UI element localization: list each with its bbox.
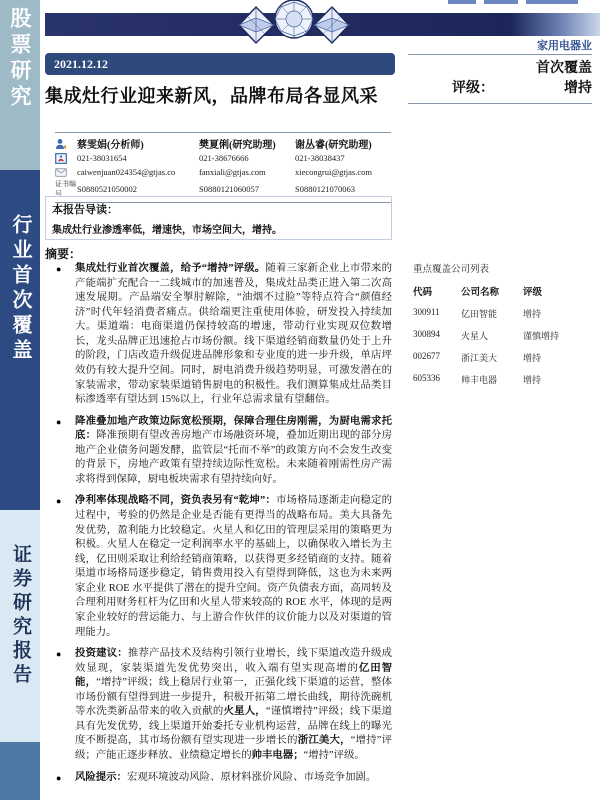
bullet-body-text: 宏观环境波动风险、原材料涨价风险、市场竞争加剧。: [126, 771, 377, 783]
bullet-body-text: 随着三家新企业上市带来的产能端扩充配合一二线城市的加速普及，集成灶品类正进入第二次高速发展期。产品端安全掣肘解除，“油烟不过脸”等特点符合“颜值经济”时代年轻消费者痛点。供给端更注重使用体验，研发投入持续加大。渠道端：电商渠道仍保持较高的增速，带动行业实现双位数增长，龙头品牌正迅速抢占市场份额。线下渠道经销商数量仍处于上升的阶段，门店改造升级促进品牌形象和专业度的进一步升级，单店坪效仍有较大提升空间。同时，厨电消费升级趋势明显，可激发潜在的家装需求，带动家装渠道销售厨电的积极性。我们测算集成灶品类目标渗透率有望达到 15%以上，行业年总需求量有望翻倍。: [75, 263, 392, 406]
left-sidebar: [0, 0, 40, 800]
analyst-name-row: [55, 136, 391, 151]
coverage-table-row: [413, 329, 589, 342]
company-rating: 增持: [523, 375, 542, 385]
mail-icon: [55, 168, 77, 177]
header-divider-top: [408, 54, 592, 55]
summary-label: 摘要：: [45, 247, 82, 261]
coverage-company-table: [413, 261, 589, 386]
bullet-marker-icon: ●: [56, 264, 62, 274]
company-code: 300911: [413, 307, 440, 317]
analyst-phone-row: [55, 151, 391, 165]
summary-bullet: [45, 647, 392, 764]
bullet-body-text: “谨慎增持”评级；线下渠道具有先发优势，线上渠道开始委托专业机构运营，品牌在线上的曝光度不断提高，其市场份额有望实现进一步增长的: [75, 706, 393, 747]
analyst-phone: 021-38676666: [199, 153, 249, 163]
right-diamond-icon: [314, 7, 349, 43]
bullet-lead-text: 风险提示：: [75, 771, 127, 783]
report-date-badge: 2021.12.12: [45, 53, 395, 75]
bullet-body-text: 推荐产品技术及结构引领行业增长，线下渠道改造升级成效显现，家装渠道先发优势突出，收入端有望实现高增的: [75, 648, 393, 674]
bullet-lead-text: 投资建议：: [75, 648, 128, 660]
bullet-lead-text: 集成灶行业首次覆盖，给予“增持”评级。: [75, 263, 266, 274]
summary-bullet: [45, 262, 392, 408]
sidebar-bottom-block: [0, 742, 40, 800]
header-divider-bottom: [408, 103, 592, 104]
company-name: 浙江美大: [461, 353, 498, 363]
bullet-body-text: 降准预期有望改善房地产市场融资环境，叠加近期出现的部分房地产企业债务问题发酵，监管层“托而不举”的政策方向不会发生改变的背景下，房地产政策有望持续边际性宽松。未来随着刚需性房产需求将得到保障，厨电板块需求有望持续向好。: [75, 430, 393, 485]
sidebar-label-stock-research: 股票研究: [8, 7, 32, 111]
company-name: 帅丰电器: [461, 375, 498, 385]
coverage-table-title: 重点覆盖公司列表: [413, 265, 490, 275]
coverage-column-header: 代码: [413, 288, 433, 298]
bullet-body-text: 市场格局逐渐走向稳定的过程中，考验的仍然是企业是否能有更得当的战略布局。美大具备先发优势，盈利能力比较稳定。火星人和亿田的管理层采用的策略更为积极。火星人在稳定一定利润率水平的基础上，以确保收入增长为主线，亿田则采取让利给经销商策略，以获得更多经销商的支持。随着渠道市场格局逐步稳定，销售费用投入有望得到降低，这也为未来两家企业 ROE 水平提供了潜在的提升空间。资产负债表方面，高周转及合理利用财务杠杆为亿田和火星人带来较高的 ROE 水平，体现的是两家企业较好的营运能力、与上游合作伙伴的议价能力以及对渠道的管理能力。: [75, 495, 393, 638]
phone-icon: [55, 153, 77, 164]
sidebar-section-securities-research: [0, 510, 40, 742]
bullet-body-text: “增持”评级；线上稳居行业第一，正强化线下渠道的运营，整体市场份额有望得到进一步提升，积极开拓第二增长曲线，期待洗碗机等水洗类新品带来的收入贡献的: [75, 677, 392, 718]
bullet-lead-text: 火星人，: [223, 706, 266, 718]
coverage-table-row: [413, 307, 589, 320]
company-rating: 增持: [523, 309, 542, 319]
sidebar-label-securities-research: 证券研究报告: [10, 544, 31, 688]
person-icon: [55, 138, 77, 150]
center-diamond-icon: [275, 0, 313, 38]
rating-label: 评级：: [452, 81, 494, 96]
company-rating: 谨慎增持: [523, 331, 560, 341]
bullet-marker-icon: ●: [56, 496, 62, 507]
analyst-cert: S0880121060057: [199, 184, 259, 194]
report-guide-text: 集成灶行业渗透率低，增速快，市场空间大，增持。: [52, 225, 282, 236]
analyst-email: fanxiali@gtjas.com: [199, 167, 266, 177]
diamonds-logo: [235, 0, 355, 48]
analyst-cert: S0880521050002: [77, 184, 137, 194]
company-code: 300894: [413, 329, 440, 339]
analyst-cert: S0880121070063: [295, 184, 355, 194]
analyst-email-row: [55, 165, 391, 179]
report-guide-label: 本报告导读：: [52, 204, 118, 216]
company-name: 亿田智能: [461, 309, 498, 319]
summary-bullet: [45, 494, 392, 640]
cert-number-label: 证书编号: [55, 180, 76, 198]
rating-row: [452, 77, 592, 97]
analyst-email: caiwenjuan024354@gtjas.co: [77, 167, 176, 177]
summary-bullet: [45, 415, 392, 488]
left-diamond-icon: [239, 7, 274, 43]
analyst-name: 谢丛睿(研究助理): [295, 140, 372, 151]
bullet-marker-icon: ●: [56, 649, 62, 660]
bullet-marker-icon: ●: [56, 772, 62, 783]
bullet-lead-text: 降准叠加地产政策边际宽松预期，保障合理住房刚需，为厨电需求托底：: [75, 415, 392, 442]
analyst-name: 樊夏俐(研究助理): [199, 140, 276, 151]
top-logo-fragment: [440, 0, 590, 5]
summary-bullet: [45, 771, 392, 786]
analyst-phone: 021-38031654: [77, 153, 127, 163]
coverage-table-header: [413, 284, 589, 298]
bullet-lead-text: 亿田智能，: [75, 662, 393, 689]
analyst-phone: 021-38038437: [295, 153, 345, 163]
coverage-column-header: 公司名称: [461, 288, 500, 298]
coverage-type-label: 首次覆盖: [536, 61, 592, 76]
report-title: 集成灶行业迎来新风，品牌布局各显风采: [45, 86, 378, 106]
company-code: 605336: [413, 373, 440, 383]
analyst-name: 蔡雯娟(分析师): [77, 140, 144, 151]
bullet-lead-text: 帅丰电器；: [251, 750, 304, 761]
sidebar-section-industry-first-coverage: [0, 170, 40, 510]
coverage-column-header: 评级: [523, 288, 543, 298]
analyst-contact-table: [55, 132, 391, 203]
coverage-table-body: [413, 307, 589, 386]
company-name: 火星人: [461, 331, 489, 341]
sidebar-label-industry-first-coverage: 行业首次覆盖: [9, 214, 31, 364]
coverage-table-row: [413, 351, 589, 364]
report-guide-box: [45, 196, 392, 240]
coverage-table-row: [413, 373, 589, 386]
sidebar-section-stock-research: [0, 0, 40, 170]
industry-label: 家用电器业: [537, 40, 592, 52]
bullet-body-text: “增持”评级。: [303, 750, 365, 761]
rating-value: 增持: [564, 81, 592, 96]
bullet-lead-text: 浙江美大，: [297, 735, 351, 747]
analyst-email: xiecongrui@gtjas.com: [295, 167, 372, 177]
company-code: 002677: [413, 351, 440, 361]
bullet-marker-icon: ●: [56, 416, 62, 427]
company-rating: 增持: [523, 353, 542, 363]
summary-bullet-list: [45, 262, 392, 792]
bullet-body-text: “增持”评级；产能正逐步释放、业绩稳定增长的: [75, 735, 393, 761]
bullet-lead-text: 净利率体现战略不同，资负表另有“乾坤”：: [75, 495, 276, 507]
